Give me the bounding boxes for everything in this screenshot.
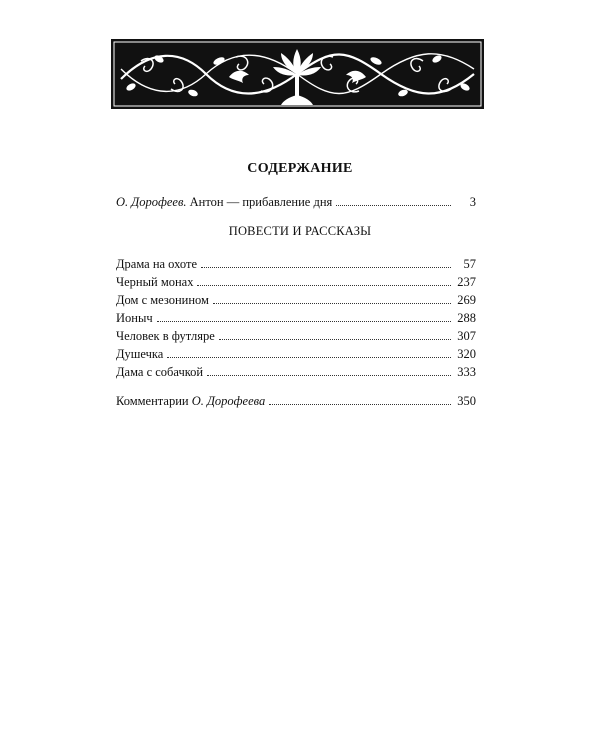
toc-entry-title: Драма на охоте xyxy=(116,257,197,271)
toc-entry-label xyxy=(116,392,265,410)
dot-leader xyxy=(167,345,451,358)
toc-entry-page: 350 xyxy=(457,394,476,408)
dot-leader xyxy=(336,193,451,206)
toc-entry-story[interactable] xyxy=(116,363,476,381)
toc-entry-title: Дом с мезонином xyxy=(116,293,209,307)
toc-entry-title: Душечка xyxy=(116,347,164,361)
toc-entry-commentary[interactable] xyxy=(116,392,476,410)
section-heading: ПОВЕСТИ И РАССКАЗЫ xyxy=(228,224,372,238)
toc-entry-title: Дама с собачкой xyxy=(116,365,204,379)
toc-entry-page: 3 xyxy=(469,195,476,209)
toc-entry-page: 57 xyxy=(463,257,476,271)
toc-entry-page: 269 xyxy=(457,293,476,307)
dot-leader xyxy=(213,291,451,304)
toc-entry-intro[interactable] xyxy=(116,193,476,211)
toc-entry-title: Черный монах xyxy=(116,275,194,289)
toc-entry-title: Антон — прибавление дня xyxy=(189,195,333,209)
toc-entry-author: О. Дорофеев. xyxy=(116,195,187,209)
toc-entry-page: 307 xyxy=(457,329,476,343)
toc-entry-story[interactable] xyxy=(116,327,476,345)
floral-scroll-ornament-icon xyxy=(111,39,484,109)
toc-entry-page: 237 xyxy=(457,275,476,289)
toc-entry-page: 288 xyxy=(457,311,476,325)
toc-entry-story[interactable] xyxy=(116,273,476,291)
dot-leader xyxy=(219,327,451,340)
dot-leader xyxy=(269,392,451,405)
toc-entry-page: 320 xyxy=(457,347,476,361)
toc-entry-story[interactable] xyxy=(116,345,476,363)
toc-entry-title: Человек в футляре xyxy=(116,329,215,343)
dot-leader xyxy=(157,309,451,322)
dot-leader xyxy=(197,273,451,286)
toc-entry-story[interactable] xyxy=(116,255,476,273)
contents-title: СОДЕРЖАНИЕ xyxy=(247,161,353,176)
toc-entry-page: 333 xyxy=(457,365,476,379)
toc-entry-author: О. Дорофеева xyxy=(191,394,266,408)
dot-leader xyxy=(207,363,451,376)
toc-entry-story[interactable] xyxy=(116,309,476,327)
toc-entry-title: Комментарии xyxy=(116,394,189,408)
toc-entry-story[interactable] xyxy=(116,291,476,309)
toc-entry-title: Ионыч xyxy=(116,311,153,325)
dot-leader xyxy=(201,255,451,268)
toc-entry-label xyxy=(116,193,332,211)
